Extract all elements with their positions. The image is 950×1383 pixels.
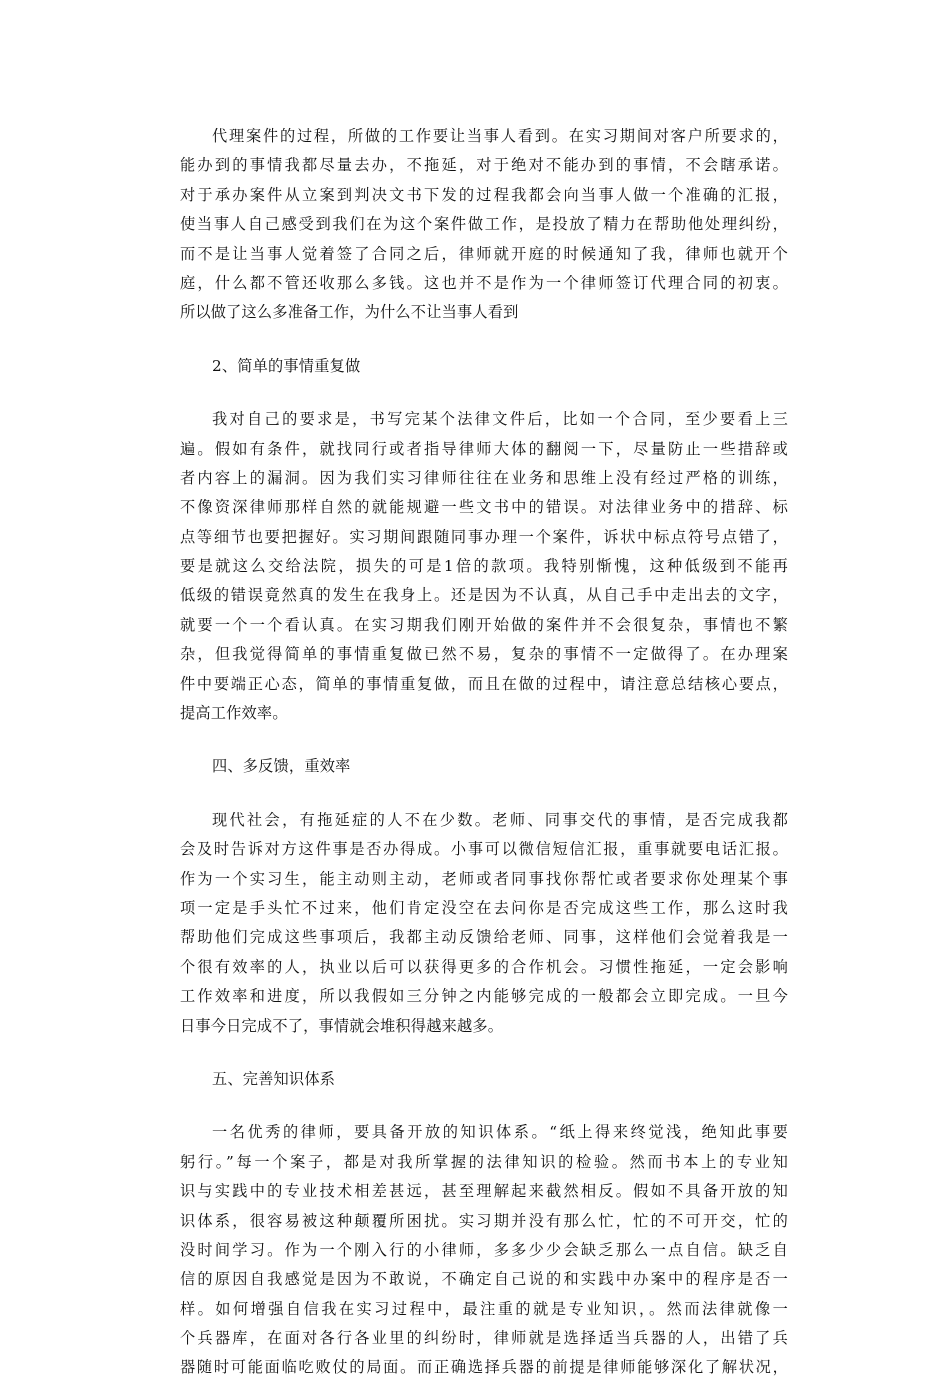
text-line: 一名优秀的律师，要具备开放的知识体系。“纸上得来终觉浅，绝知此事要 [212,1123,788,1142]
text-line: 就要一个一个看认真。在实习期我们刚开始做的案件并不会很复杂，事情也不繁 [180,615,788,634]
text-line: 现代社会，有拖延症的人不在少数。老师、同事交代的事情，是否完成我都 [212,810,788,829]
text-line: 提高工作效率。 [180,704,288,723]
text-line: 遍。假如有条件，就找同行或者指导律师大体的翻阅一下，尽量防止一些措辞或 [180,439,788,458]
section-heading-knowledge: 五、完善知识体系 [212,1069,336,1088]
text-line: 帮助他们完成这些事项后，我都主动反馈给老师、同事，这样他们会觉着我是一 [180,928,788,947]
text-line: 所以做了这么多准备工作，为什么不让当事人看到 [180,303,519,322]
text-line: 杂，但我觉得简单的事情重复做已然不易，复杂的事情不一定做得了。在办理案 [180,645,788,664]
text-line: 个兵器库，在面对各行各业里的纠纷时，律师就是选择适当兵器的人，出错了兵 [180,1329,788,1348]
text-line: 者内容上的漏洞。因为我们实习律师往往在业务和思维上没有经过严格的训练， [180,468,788,487]
text-line: 点等细节也要把握好。实习期间跟随同事办理一个案件，诉状中标点符号点错了， [180,527,788,546]
text-line: 我对自己的要求是，书写完某个法律文件后，比如一个合同，至少要看上三 [212,410,788,429]
paragraph-case-process [180,122,788,328]
text-line: 项一定是手头忙不过来，他们肯定没空在去问你是否完成这些工作，那么这时我 [180,898,788,917]
text-line: 而不是让当事人觉着签了合同之后，律师就开庭的时候通知了我，律师也就开个 [180,244,788,263]
text-line: 工作效率和进度，所以我假如三分钟之内能够完成的一般都会立即完成。一旦今 [180,987,788,1006]
section-heading-simple-repeat: 2、简单的事情重复做 [212,356,361,375]
section-heading-feedback: 四、多反馈，重效率 [212,757,351,776]
text-line: 器随时可能面临吃败仗的局面。而正确选择兵器的前提是律师能够深化了解状况， [180,1358,788,1377]
text-line: 躬行。”每一个案子，都是对我所掌握的法律知识的检验。然而书本上的专业知 [180,1152,788,1171]
text-line: 使当事人自己感受到我们在为这个案件做工作，是投放了精力在帮助他处理纠纷， [180,215,788,234]
text-line: 信的原因自我感觉是因为不敢说，不确定自己说的和实践中办案中的程序是否一 [180,1270,788,1289]
text-line: 对于承办案件从立案到判决文书下发的过程我都会向当事人做一个准确的汇报， [180,185,788,204]
text-line: 能办到的事情我都尽量去办，不拖延，对于绝对不能办到的事情，不会瞎承诺。 [180,156,788,175]
text-line: 日事今日完成不了，事情就会堆积得越来越多。 [180,1016,504,1035]
text-line: 庭，什么都不管还收那么多钱。这也并不是作为一个律师签订代理合同的初衷。 [180,273,788,292]
text-line: 没时间学习。作为一个刚入行的小律师，多多少少会缺乏那么一点自信。缺乏自 [180,1240,788,1259]
text-line: 会及时告诉对方这件事是否办得成。小事可以微信短信汇报，重事就要电话汇报。 [180,840,788,859]
text-line: 识与实践中的专业技术相差甚远，甚至理解起来截然相反。假如不具备开放的知 [180,1182,788,1201]
text-line: 代理案件的过程，所做的工作要让当事人看到。在实习期间对客户所要求的， [212,127,788,145]
document-page [180,122,788,1383]
paragraph-simple-repeat [180,405,788,728]
text-line: 样。如何增强自信我在实习过程中，最注重的就是专业知识，。然而法律就像一 [180,1299,788,1318]
text-line: 件中要端正心态，简单的事情重复做，而且在做的过程中，请注意总结核心要点， [180,674,788,693]
text-line: 要是就这么交给法院，损失的可是1倍的款项。我特别惭愧，这种低级到不能再 [180,557,788,576]
text-line: 低级的错误竟然真的发生在我身上。还是因为不认真，从自己手中走出去的文字， [180,586,788,605]
paragraph-feedback [180,806,788,1041]
text-line: 作为一个实习生，能主动则主动，老师或者同事找你帮忙或者要求你处理某个事 [180,869,788,888]
text-line: 个很有效率的人，执业以后可以获得更多的合作机会。习惯性拖延，一定会影响 [180,957,788,976]
text-line: 识体系，很容易被这种颠覆所困扰。实习期并没有那么忙，忙的不可开交，忙的 [180,1211,788,1230]
paragraph-knowledge [180,1118,788,1383]
text-line: 不像资深律师那样自然的就能规避一些文书中的错误。对法律业务中的措辞、标 [180,498,788,517]
